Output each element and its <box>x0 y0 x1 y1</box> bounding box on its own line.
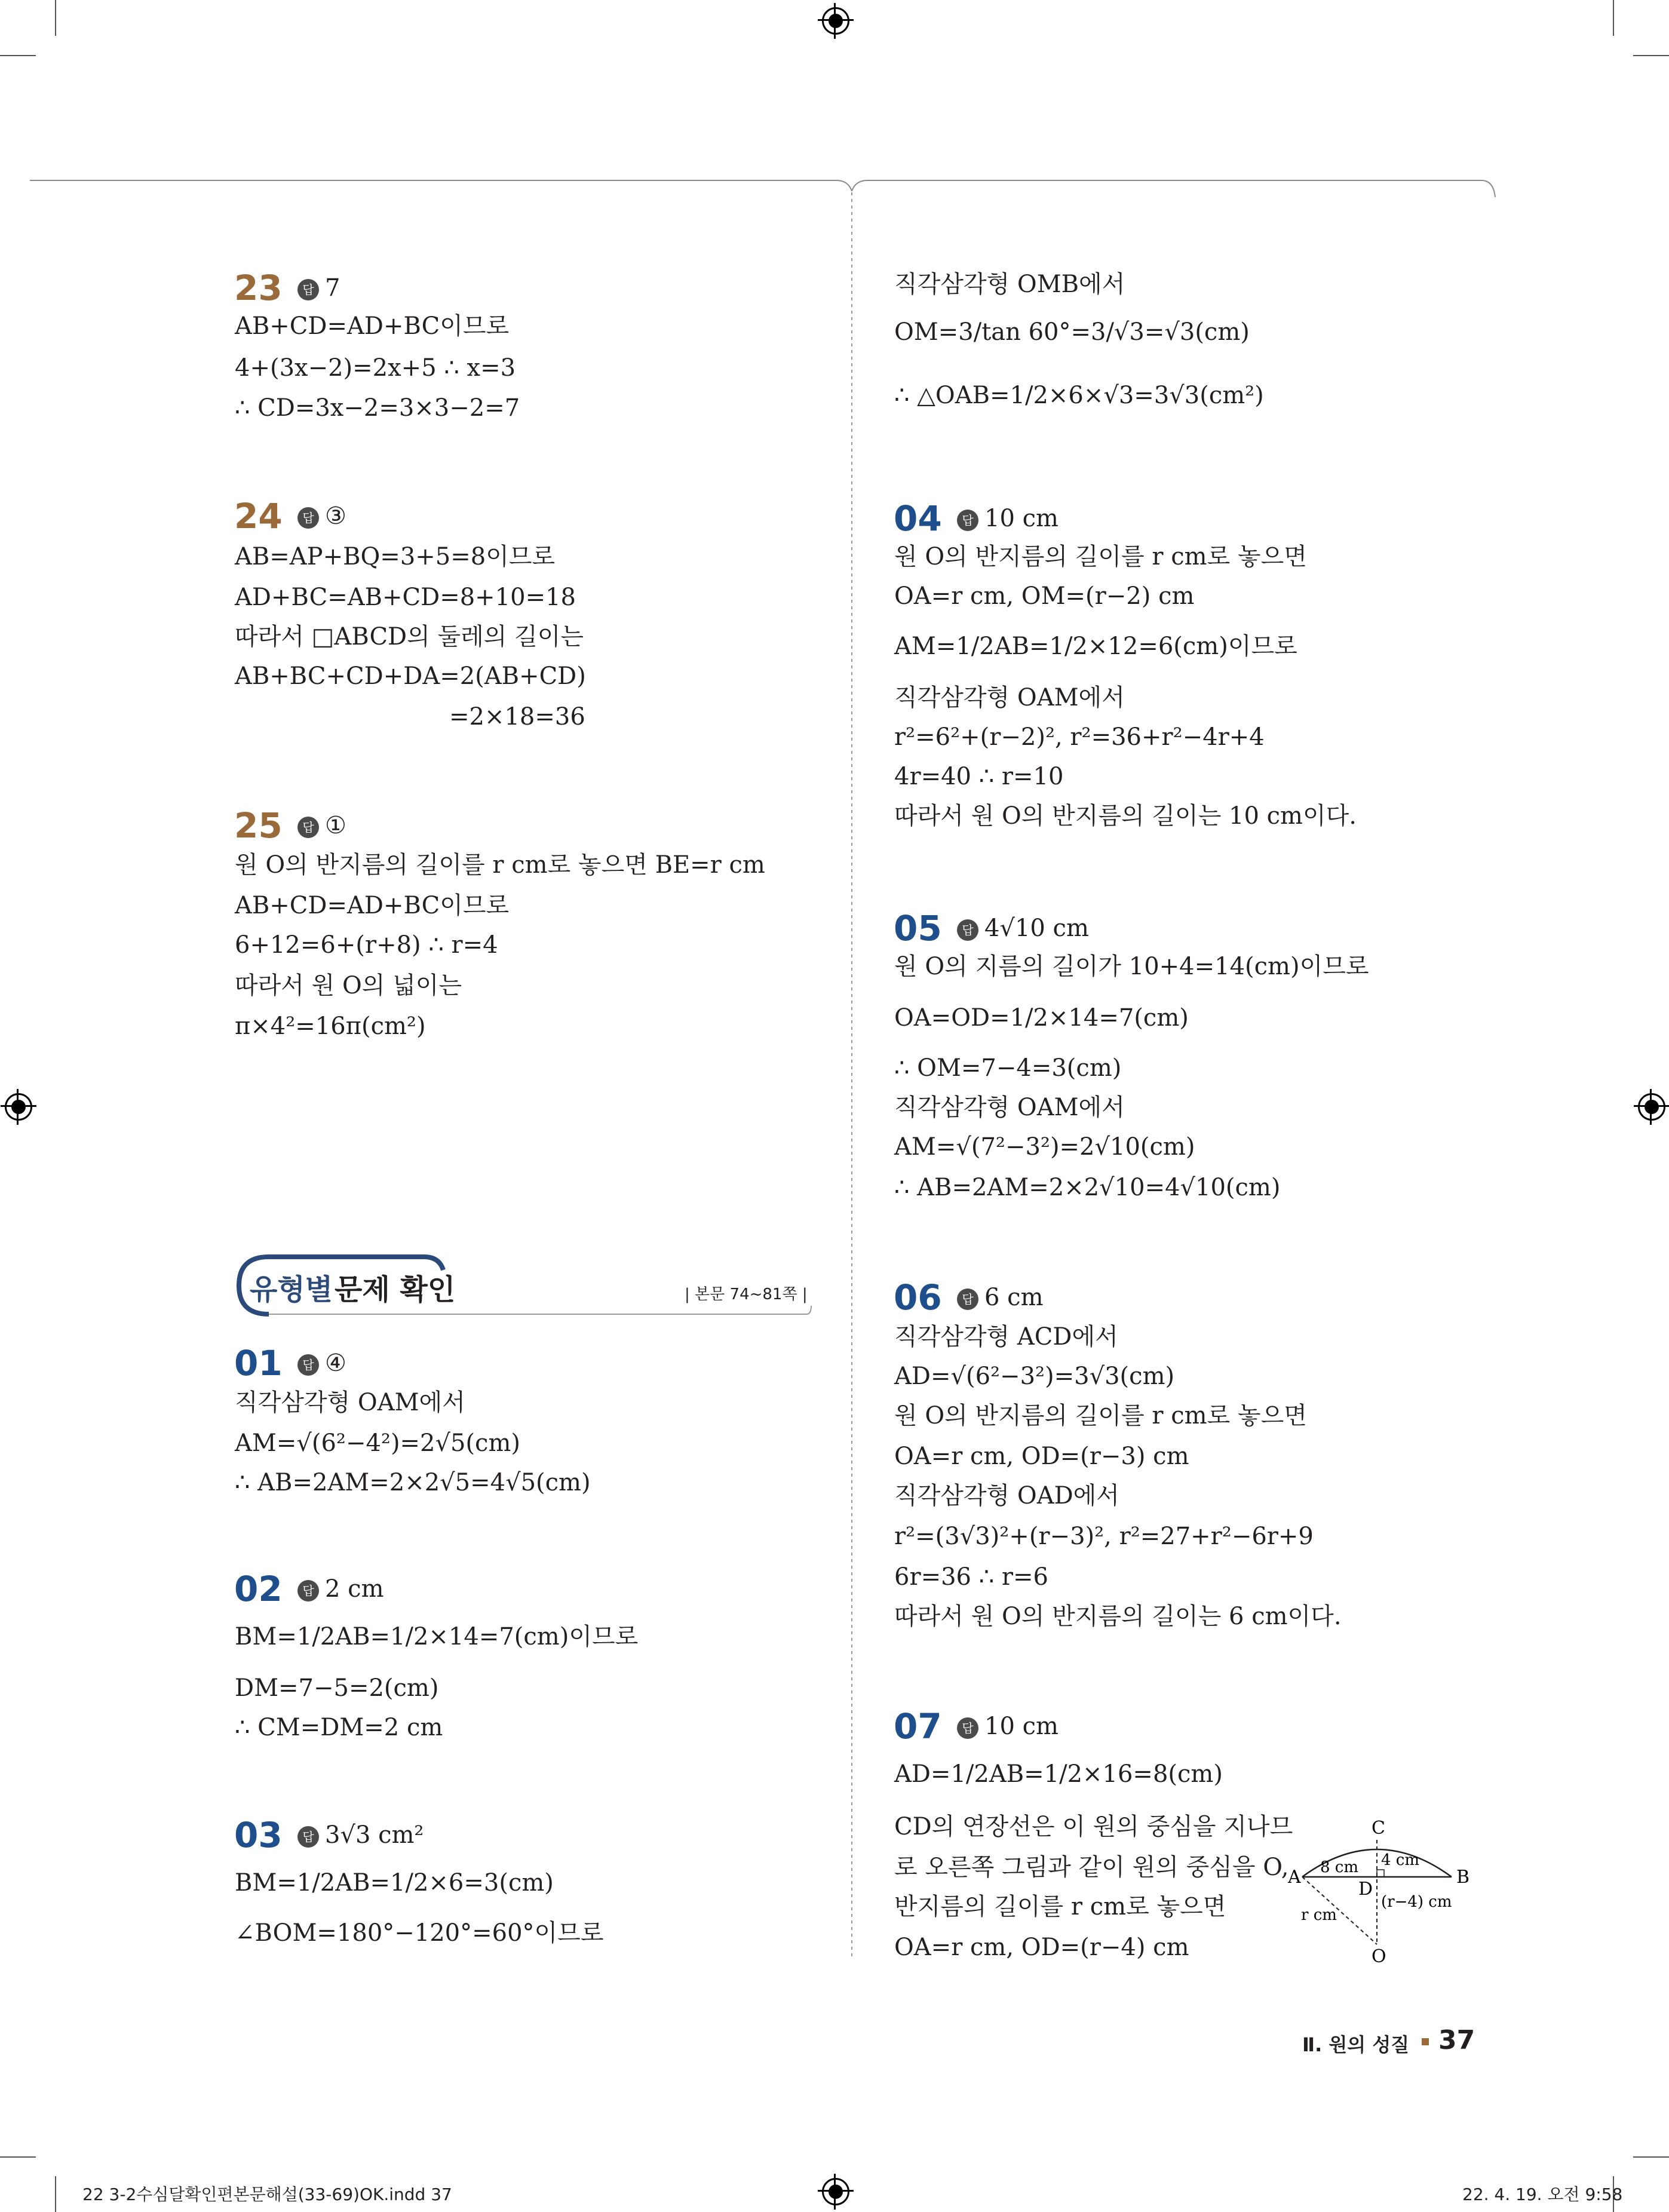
answer-value: ④ <box>325 1349 346 1377</box>
crop-mark <box>1633 2156 1669 2158</box>
answer <box>297 806 346 845</box>
solution-line: ∴ △OAB=1/2×6×√3=3√3(cm²) <box>894 382 1264 409</box>
answer-value: ① <box>325 812 346 839</box>
question-number: 04 <box>894 498 942 539</box>
solution-line: ∴ AB=2AM=2×2√5=4√5(cm) <box>235 1469 591 1496</box>
question-number: 05 <box>894 908 942 949</box>
answer-badge-icon: 답 <box>957 919 978 941</box>
solution-line: AM=√(7²−3²)=2√10(cm) <box>894 1133 1195 1161</box>
solution-line: 따라서 원 O의 넓이는 <box>235 972 462 999</box>
crop-mark <box>0 55 36 56</box>
solution-line: 반지름의 길이를 r cm로 놓으면 <box>894 1893 1226 1920</box>
chapter-title: Ⅱ. 원의 성질 <box>1302 2033 1410 2056</box>
print-date: 22. 4. 19. 오전 9:58 <box>1462 2185 1623 2204</box>
solution-line: 직각삼각형 OAM에서 <box>894 1094 1125 1121</box>
solution-line: CD의 연장선은 이 원의 중심을 지나므 <box>894 1813 1293 1840</box>
answer-value: 10 cm <box>984 505 1059 532</box>
crop-mark <box>55 0 56 36</box>
solution-line: BM=1/2AB=1/2×14=7(cm)이므로 <box>235 1623 639 1650</box>
solution-line: OA=r cm, OD=(r−3) cm <box>894 1443 1189 1470</box>
solution-line: 원 O의 반지름의 길이를 r cm로 놓으면 <box>894 1402 1307 1429</box>
solution-line: AM=√(6²−4²)=2√5(cm) <box>235 1429 520 1457</box>
solution-line: 4+(3x−2)=2x+5 ∴ x=3 <box>235 354 516 382</box>
answer-badge-icon: 답 <box>297 1580 319 1602</box>
answer-badge-icon: 답 <box>297 279 319 300</box>
solution-line: r²=(3√3)²+(r−3)², r²=27+r²−6r+9 <box>894 1523 1314 1550</box>
solution-line: 원 O의 반지름의 길이를 r cm로 놓으면 BE=r cm <box>235 851 765 879</box>
answer-badge-icon: 답 <box>957 1288 978 1310</box>
registration-mark-icon <box>822 7 849 35</box>
answer <box>297 497 346 535</box>
solution-line: BM=1/2AB=1/2×6=3(cm) <box>235 1869 554 1897</box>
solution-line: AB=AP+BQ=3+5=8이므로 <box>235 543 556 570</box>
answer-badge-icon: 답 <box>957 1717 978 1739</box>
solution-line: 직각삼각형 ACD에서 <box>894 1323 1118 1351</box>
answer-value: 6 cm <box>984 1284 1044 1311</box>
solution-line: 4r=40 ∴ r=10 <box>894 763 1064 790</box>
solution-line: AD+BC=AB+CD=8+10=18 <box>235 584 576 611</box>
question-number: 24 <box>234 496 283 536</box>
label-cd-length: 4 cm <box>1381 1851 1420 1869</box>
solution-line: 직각삼각형 OMB에서 <box>894 271 1125 298</box>
solution-line: 원 O의 반지름의 길이를 r cm로 놓으면 <box>894 543 1307 570</box>
answer-badge-icon: 답 <box>297 1826 319 1848</box>
solution-line: 6+12=6+(r+8) ∴ r=4 <box>235 931 498 959</box>
registration-mark-icon <box>822 2178 849 2205</box>
crop-mark <box>0 2156 36 2158</box>
solution-line: π×4²=16π(cm²) <box>235 1013 426 1040</box>
solution-line: 따라서 원 O의 반지름의 길이는 10 cm이다. <box>894 802 1357 830</box>
solution-line: ∴ AB=2AM=2×2√10=4√10(cm) <box>894 1174 1281 1201</box>
label-od-length: (r−4) cm <box>1381 1893 1452 1911</box>
section-title: 문제 확인 <box>335 1273 456 1306</box>
question-number: 01 <box>234 1343 283 1383</box>
question-number: 03 <box>234 1815 283 1855</box>
file-name: 22 3-2수심달확인편본문해설(33-69)OK.indd 37 <box>82 2185 452 2204</box>
solution-line: 직각삼각형 OAM에서 <box>235 1389 465 1416</box>
solution-line: AB+CD=AD+BC이므로 <box>235 312 510 340</box>
answer <box>957 499 1059 538</box>
right-angle-mark <box>1377 1870 1384 1877</box>
label-c: C <box>1372 1818 1385 1839</box>
answer <box>957 909 1089 947</box>
solution-line: AB+CD=AD+BC이므로 <box>235 892 510 919</box>
label-o: O <box>1372 1946 1386 1965</box>
label-ad-length: 8 cm <box>1320 1858 1359 1876</box>
answer-value: 10 cm <box>984 1713 1059 1740</box>
solution-line: ∠BOM=180°−120°=60°이므로 <box>235 1919 604 1947</box>
question-number: 23 <box>234 268 283 308</box>
solution-line: 직각삼각형 OAD에서 <box>894 1482 1119 1510</box>
solution-line: 직각삼각형 OAM에서 <box>894 684 1125 711</box>
answer <box>297 1570 384 1608</box>
answer <box>957 1278 1044 1317</box>
crop-mark <box>1613 0 1614 36</box>
label-b: B <box>1456 1867 1470 1888</box>
answer-badge-icon: 답 <box>297 507 319 529</box>
solution-line: ∴ OM=7−4=3(cm) <box>894 1054 1122 1082</box>
solution-line: OM=3/tan 60°=3/√3=√3(cm) <box>894 318 1250 346</box>
label-d: D <box>1358 1879 1373 1900</box>
solution-line: DM=7−5=2(cm) <box>235 1674 439 1702</box>
label-a: A <box>1288 1867 1301 1888</box>
solution-line: r²=6²+(r−2)², r²=36+r²−4r+4 <box>894 723 1265 751</box>
solution-line: 6r=36 ∴ r=6 <box>894 1563 1048 1591</box>
answer-value: 2 cm <box>325 1575 384 1603</box>
question-number: 02 <box>234 1569 283 1609</box>
answer-badge-icon: 답 <box>957 510 978 531</box>
solution-line: AB+BC+CD+DA=2(AB+CD) <box>235 662 586 690</box>
solution-line: AD=1/2AB=1/2×16=8(cm) <box>894 1760 1223 1788</box>
solution-line: 로 오른쪽 그림과 같이 원의 중심을 O, <box>894 1854 1289 1881</box>
answer-badge-icon: 답 <box>297 817 319 838</box>
label-oa-length: r cm <box>1301 1906 1337 1924</box>
separator-square <box>1422 2038 1429 2045</box>
answer-badge-icon: 답 <box>297 1354 319 1376</box>
solution-line: =2×18=36 <box>449 703 585 731</box>
answer <box>957 1707 1059 1745</box>
solution-line: OA=OD=1/2×14=7(cm) <box>894 1004 1189 1032</box>
solution-line: 따라서 □ABCD의 둘레의 길이는 <box>235 623 584 651</box>
section-banner <box>233 1248 812 1320</box>
solution-line: ∴ CD=3x−2=3×3−2=7 <box>235 394 520 422</box>
answer <box>297 269 340 307</box>
question-number: 06 <box>894 1277 942 1318</box>
solution-line: OA=r cm, OM=(r−2) cm <box>894 582 1195 610</box>
answer <box>297 1816 424 1854</box>
solution-line: OA=r cm, OD=(r−4) cm <box>894 1934 1189 1961</box>
page-reference: | 본문 74~81쪽 | <box>685 1286 808 1303</box>
solution-line: 원 O의 지름의 길이가 10+4=14(cm)이므로 <box>894 953 1369 980</box>
answer-value: ③ <box>325 502 346 530</box>
question-number: 07 <box>894 1706 942 1747</box>
crop-mark <box>55 2176 56 2212</box>
answer-value: 3√3 cm² <box>325 1821 424 1849</box>
circle-figure <box>1278 1810 1475 1965</box>
section-title-highlight: 유형별 <box>250 1273 333 1306</box>
solution-line: AD=√(6²−3²)=3√3(cm) <box>894 1363 1175 1390</box>
solution-line: AM=1/2AB=1/2×12=6(cm)이므로 <box>894 633 1297 660</box>
solution-line: ∴ CM=DM=2 cm <box>235 1714 443 1741</box>
page-number: 37 <box>1438 2025 1475 2055</box>
crop-mark <box>1633 55 1669 56</box>
answer-value: 4√10 cm <box>984 915 1089 942</box>
answer-value: 7 <box>325 274 340 302</box>
answer <box>297 1344 346 1382</box>
solution-line: 따라서 원 O의 반지름의 길이는 6 cm이다. <box>894 1603 1342 1630</box>
question-number: 25 <box>234 805 283 846</box>
